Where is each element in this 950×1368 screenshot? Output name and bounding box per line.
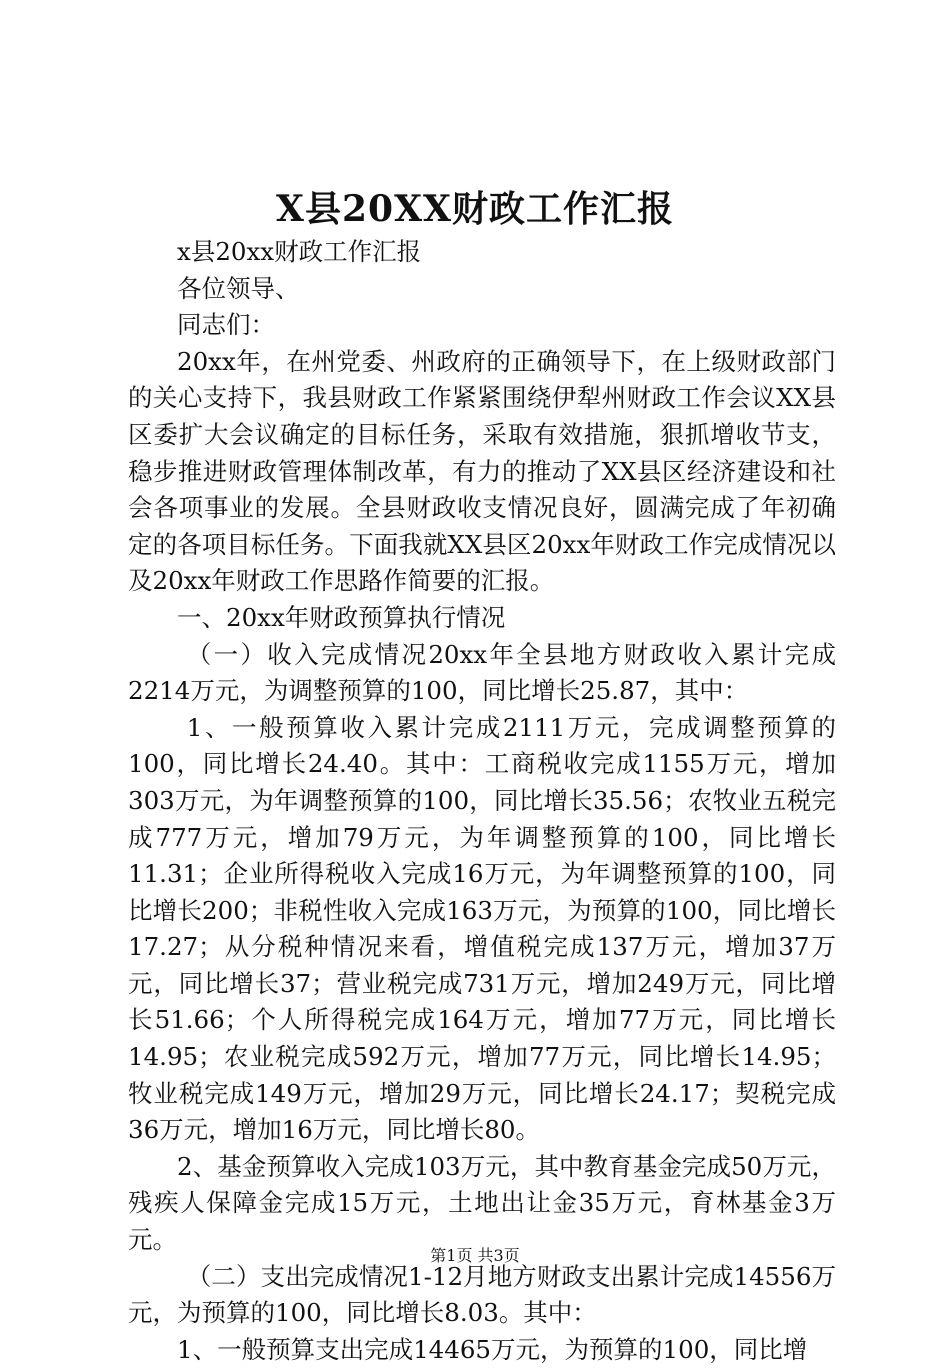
paragraph-expenditure: （二）支出完成情况1-12月地方财政支出累计完成14556万元，为预算的100，同比增长8.03。其中：: [128, 1261, 836, 1328]
paragraph-general-budget-expenditure: 1、一般预算支出完成14465万元，为预算的100，同比增: [177, 1334, 808, 1364]
paragraph-subtitle: x县20xx财政工作汇报: [177, 237, 422, 266]
document-body: [128, 234, 836, 1368]
paragraph-general-budget-income: 1、一般预算收入累计完成2111万元，完成调整预算的100，同比增长24.40。其中：工商税收完成1155万元，增加303万元，为年调整预算的100，同比增长35.56；农牧业五税完成777万元，增加79万元，为年调整预算的100，同比增长11.31；企业所得税收入完成16万元，为年调整预算的100，同比增长200；非税性收入完成163万元，为预算的100，同比增长17.27；从分税种情况来看，增值税完成137万元，增加37万元，同比增长37；营业税完成731万元，增加249万元，同比增长51.66；个人所得税完成164万元，增加77万元，同比增长14.95；农业税完成592万元，增加77万元，同比增长14.95；牧业税完成149万元，增加29万元，同比增长24.17；契税完成36万元，增加16万元，同比增长80。: [128, 712, 836, 1145]
paragraph-income: （一）收入完成情况20xx年全县地方财政收入累计完成2214万元，为调整预算的100，同比增长25.87，其中：: [128, 639, 836, 706]
document-title: X县20XX财政工作汇报: [276, 188, 674, 230]
paragraph-fund-budget-income: 2、基金预算收入完成103万元，其中教育基金完成50万元，残疾人保障金完成15万元，土地出让金35万元，育林基金3万元。: [128, 1151, 836, 1255]
paragraph-salutation-1: 各位领导、: [177, 273, 300, 303]
paragraph-intro: 20xx年，在州党委、州政府的正确领导下，在上级财政部门的关心支持下，我县财政工作紧紧围绕伊犁州财政工作会议XX县区委扩大会议确定的目标任务，采取有效措施，狠抓增收节支，稳步推进财政管理体制改革，有力的推动了XX县区经济建设和社会各项事业的发展。全县财政收支情况良好，圆满完成了年初确定的各项目标任务。下面我就XX县区20xx年财政工作完成情况以及20xx年财政工作思路作简要的汇报。: [128, 346, 836, 596]
section-heading-1: 一、20xx年财政预算执行情况: [177, 602, 506, 632]
paragraph-salutation-2: 同志们：: [177, 310, 275, 340]
page-footer: 第1页 共3页: [430, 1246, 520, 1265]
